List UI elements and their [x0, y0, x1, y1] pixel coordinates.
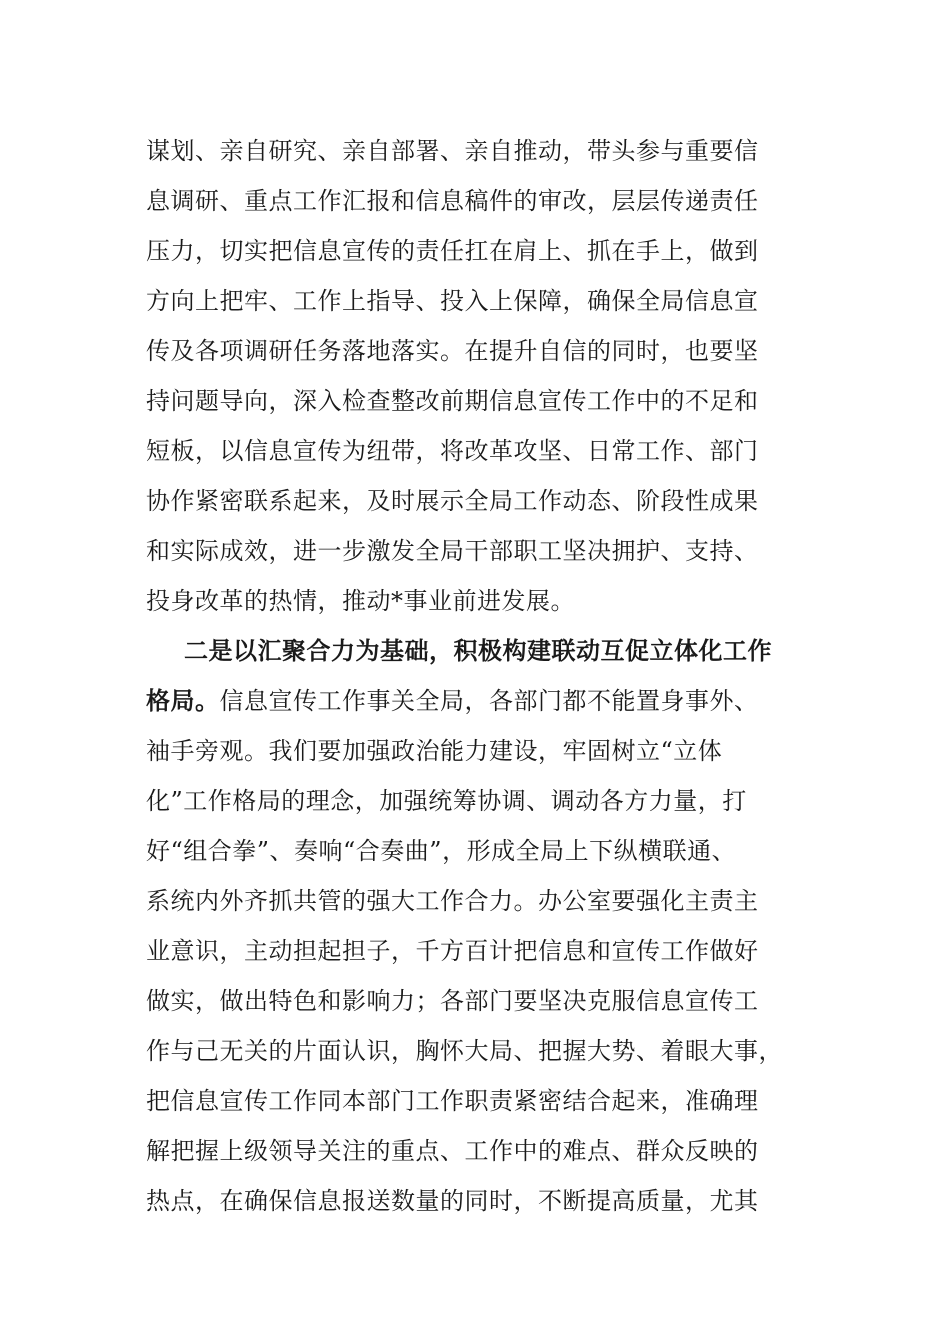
section-heading: 二是以汇聚合力为基础，积极构建联动互促立体化工作 — [184, 636, 772, 665]
text-line — [146, 676, 806, 726]
text-line: 和实际成效，进一步激发全局干部职工坚决拥护、支持、 — [146, 537, 759, 565]
text-line: 解把握上级领导关注的重点、工作中的难点、群众反映的 — [146, 1137, 759, 1165]
text-line: 系统内外齐抓共管的强大工作合力。办公室要强化主责主 — [146, 887, 759, 915]
section-heading-end: 格局。 — [146, 686, 220, 715]
text-line: 做实，做出特色和影响力；各部门要坚决克服信息宣传工 — [146, 987, 759, 1015]
text-line: 把信息宣传工作同本部门工作职责紧密结合起来，准确理 — [146, 1087, 759, 1115]
text-line: 袖手旁观。我们要加强政治能力建设，牢固树立“立体 — [146, 737, 723, 765]
paragraph-1 — [146, 126, 806, 626]
text-line: 传及各项调研任务落地落实。在提升自信的同时，也要坚 — [146, 337, 759, 365]
text-run: 信息宣传工作事关全局，各部门都不能置身事外、 — [219, 687, 759, 715]
text-line: 方向上把牢、工作上指导、投入上保障，确保全局信息宣 — [146, 287, 759, 315]
text-line: 压力，切实把信息宣传的责任扛在肩上、抓在手上，做到 — [146, 237, 759, 265]
text-line: 好“组合拳”、奏响“合奏曲”，形成全局上下纵横联通、 — [146, 837, 737, 865]
text-line: 协作紧密联系起来，及时展示全局工作动态、阶段性成果 — [146, 487, 759, 515]
text-line: 投身改革的热情，推动*事业前进发展。 — [146, 587, 575, 615]
paragraph-2 — [146, 626, 806, 1226]
text-line: 谋划、亲自研究、亲自部署、亲自推动，带头参与重要信 — [146, 137, 759, 165]
text-line: 作与己无关的片面认识，胸怀大局、把握大势、着眼大事， — [146, 1037, 783, 1065]
text-line: 短板，以信息宣传为纽带，将改革攻坚、日常工作、部门 — [146, 437, 759, 465]
text-line: 持问题导向，深入检查整改前期信息宣传工作中的不足和 — [146, 387, 759, 415]
text-line: 业意识，主动担起担子，千方百计把信息和宣传工作做好 — [146, 937, 759, 965]
text-line: 化”工作格局的理念，加强统筹协调、调动各方力量，打 — [146, 787, 747, 815]
text-line: 息调研、重点工作汇报和信息稿件的审改，层层传递责任 — [146, 187, 759, 215]
document-page — [146, 126, 806, 1226]
text-line: 热点，在确保信息报送数量的同时，不断提高质量，尤其 — [146, 1187, 759, 1215]
